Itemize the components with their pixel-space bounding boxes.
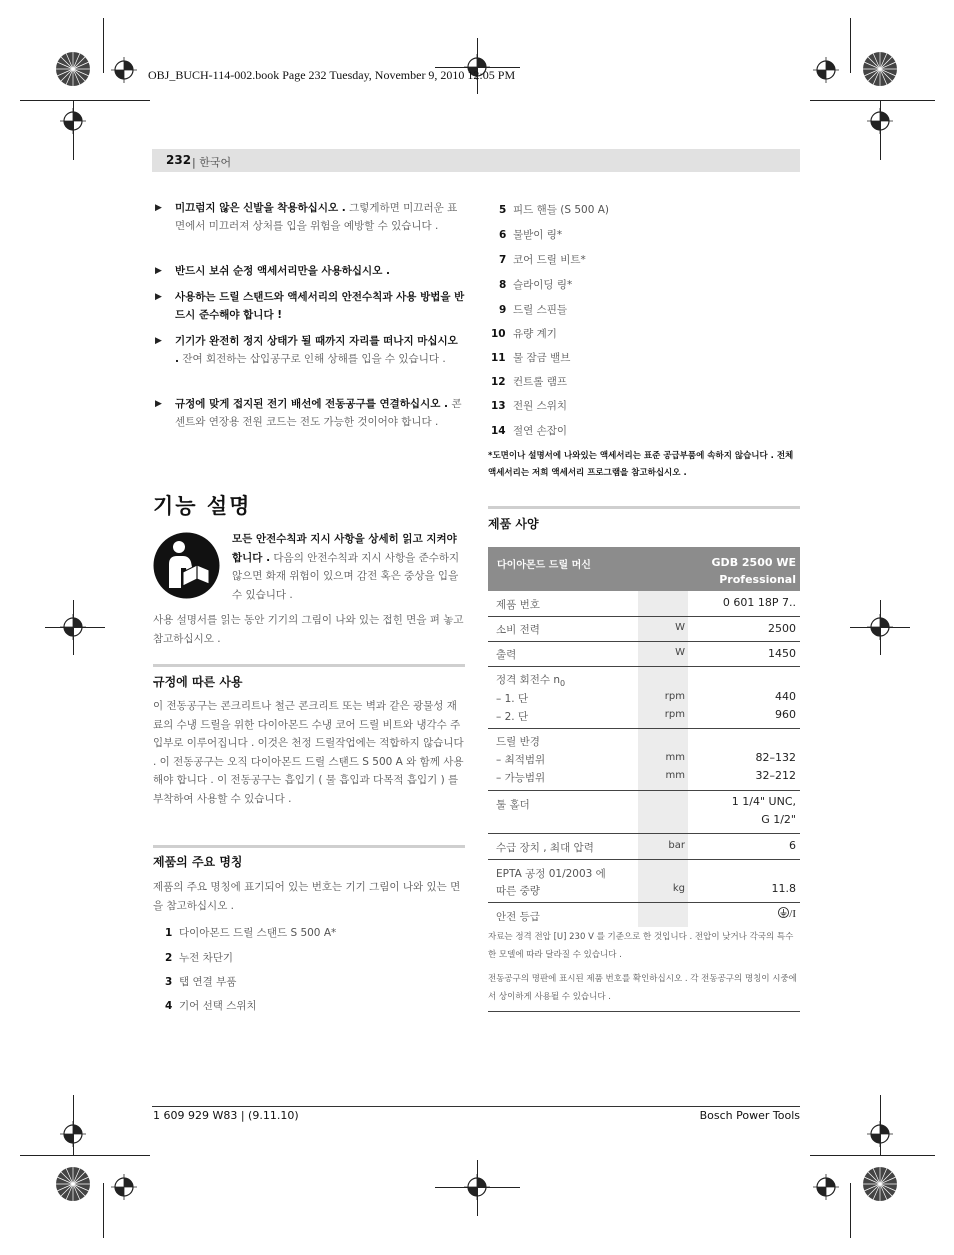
item-label: 물 잠금 밸브 [513, 352, 571, 364]
safety-bullet [155, 332, 465, 368]
table-row [488, 617, 800, 642]
page-number: 232 [166, 153, 192, 167]
list-item [491, 350, 570, 365]
row-label: 안전 등급 [496, 911, 540, 923]
language-text: 한국어 [199, 156, 232, 169]
unit-column [638, 591, 688, 616]
protection-class-icon [778, 907, 789, 918]
item-label: 유량 계기 [513, 328, 557, 340]
row-unit: rpm [664, 709, 685, 720]
row-label [496, 672, 565, 688]
registration-target-icon [60, 614, 86, 640]
crop-mark [20, 100, 150, 101]
bullet-bold-text: 기기가 완전히 정지 상태가 될 때까지 자리를 떠나지 마십시오 . [175, 335, 458, 365]
registration-target-icon [60, 1121, 86, 1147]
safety-warning [232, 530, 466, 604]
row-label: 툴 홀더 [496, 799, 530, 811]
crop-mark [103, 1183, 104, 1238]
section-title: 기능 설명 [153, 494, 252, 518]
row-value: 1450 [768, 647, 796, 660]
footer-doc-number: 1 609 929 W83 | (9.11.10) [153, 1109, 299, 1122]
item-label: 코어 드릴 비트* [513, 254, 586, 266]
spec-note: 자료는 정격 전압 [U] 230 V 를 기준으로 한 것입니다 . 전압이 낮거나 각국의 특수한 모델에 따라 달라질 수 있습니다 . [488, 932, 794, 960]
footer-rule [152, 1106, 800, 1107]
crop-mark [810, 100, 935, 101]
bullet-text: 콘센트와 연장용 전원 코드는 전도 가능한 것이어야 합니다 . [175, 398, 462, 428]
item-label: 슬라이딩 링* [513, 279, 573, 291]
list-item [499, 202, 609, 217]
list-item [165, 974, 236, 989]
item-number: 6 [499, 229, 507, 241]
row-label: 출력 [496, 649, 517, 661]
table-row [488, 642, 800, 667]
row-sublabel: – 1. 단 [496, 693, 529, 705]
list-item [491, 423, 567, 438]
bullet-triangle-icon: ▶ [155, 336, 162, 346]
warning-text: 다음의 안전수칙과 지시 사항을 준수하지 않으면 화재 위험이 있으며 감전 혹은 중상을 입을 수 있습니다 . [232, 551, 460, 601]
row-label: 따른 중량 [496, 885, 540, 897]
registration-target-icon [464, 1174, 490, 1200]
list-item [491, 398, 567, 413]
list-item [499, 252, 586, 267]
bullet-text: 그렇게하면 미끄러운 표면에서 미끄러져 상처를 입을 위험을 예방할 수 있습니다 . [175, 202, 458, 232]
table-row [488, 591, 800, 617]
crop-mark [850, 1183, 851, 1238]
read-manual-icon [153, 532, 220, 599]
row-value [778, 907, 796, 920]
row-label: 소비 전력 [496, 624, 540, 636]
item-label: 누전 차단기 [179, 952, 234, 964]
row-value: 1 1/4" UNC, [731, 795, 796, 808]
item-number: 5 [499, 204, 507, 216]
manual-note: 사용 설명서를 읽는 동안 기기의 그림이 나와 있는 접힌 면을 펴 놓고 참고하십시오 . [153, 614, 464, 645]
bullet-bold-text: 규정에 맞게 접지된 전기 배선에 전동공구를 연결하십시오 . [175, 398, 449, 410]
registration-target-icon [111, 57, 137, 83]
item-number: 7 [499, 254, 507, 266]
starburst-icon [55, 51, 91, 87]
section-rule [488, 1011, 800, 1012]
item-label: 절연 손잡이 [513, 425, 568, 437]
protection-class-text: /I [789, 908, 796, 920]
row-sublabel: – 최적범위 [496, 754, 546, 766]
registration-target-icon [867, 108, 893, 134]
model-name: GDB 2500 WE [711, 556, 796, 569]
crop-mark [20, 1155, 150, 1156]
page-header [152, 149, 800, 172]
bullet-bold-text: 반드시 보쉬 순정 액세서리만을 사용하십시오 . [175, 265, 390, 277]
table-row [488, 834, 800, 860]
header-separator: | [192, 156, 196, 169]
item-label: 물받이 링* [513, 229, 563, 241]
file-info: OBJ_BUCH-114-002.book Page 232 Tuesday, November 9, 2010 12:05 PM [148, 68, 516, 82]
specs-heading: 제품 사양 [488, 517, 539, 531]
row-value: 2500 [768, 622, 796, 635]
safety-bullet [155, 395, 465, 431]
crop-mark [103, 18, 104, 73]
list-item [499, 277, 572, 292]
registration-target-icon [813, 57, 839, 83]
spec-note: 전동공구의 명판에 표시된 제품 번호를 확인하십시오 . 각 전동공구의 명칭이 시중에서 상이하게 사용될 수 있습니다 . [488, 974, 797, 1002]
row-value: 0 601 18P 7.. [722, 596, 796, 609]
table-row [488, 729, 800, 791]
row-label-text: 정격 회전수 n [496, 674, 561, 686]
unit-column [638, 791, 688, 833]
row-sublabel: – 가능범위 [496, 772, 546, 784]
row-value: 11.8 [771, 882, 796, 895]
bullet-triangle-icon: ▶ [155, 292, 162, 302]
item-label: 탭 연결 부품 [179, 976, 237, 988]
language-label [192, 154, 231, 170]
row-unit: mm [665, 770, 685, 781]
item-number: 4 [165, 1000, 173, 1012]
row-sublabel: – 2. 단 [496, 711, 529, 723]
starburst-icon [55, 1166, 91, 1202]
registration-target-icon [111, 1174, 137, 1200]
unit-column [638, 860, 688, 902]
specs-table-header [488, 547, 800, 591]
item-number: 1 [165, 927, 173, 939]
row-value: 440 [775, 690, 796, 703]
item-number: 10 [491, 328, 506, 340]
safety-bullet [155, 199, 465, 235]
item-label: 컨트롤 램프 [513, 376, 568, 388]
row-value: G 1/2" [761, 813, 796, 826]
header-model [712, 554, 796, 588]
components-heading: 제품의 주요 명칭 [153, 855, 243, 869]
row-unit: mm [665, 752, 685, 763]
list-item [499, 227, 562, 242]
crop-mark [810, 1155, 935, 1156]
list-item [491, 374, 567, 389]
section-rule [153, 845, 465, 848]
item-number: 13 [491, 400, 506, 412]
safety-bullet [155, 288, 465, 324]
table-row [488, 903, 800, 927]
row-unit: W [675, 622, 685, 633]
list-item [165, 925, 336, 940]
bullet-triangle-icon: ▶ [155, 399, 162, 409]
item-number: 12 [491, 376, 506, 388]
bullet-text: 잔여 회전하는 삽입공구로 인해 상해를 입을 수 있습니다 . [179, 353, 446, 365]
item-label: 전원 스위치 [513, 400, 568, 412]
row-unit: bar [668, 840, 685, 851]
row-label: 드릴 반경 [496, 736, 540, 748]
model-line: Professional [719, 573, 796, 586]
specs-notes [488, 928, 800, 1012]
intended-use-heading: 규정에 따른 사용 [153, 675, 243, 689]
intended-use-text: 이 전동공구는 콘크리트나 철근 콘크리트 또는 벽과 같은 광물성 재료의 수냉 드릴을 위한 다이아몬드 수냉 코어 드릴 비트와 냉각수 주입부로 이루어집니다 . 이것은 천정 드릴작업에는 적합하지 않습니다 . 이 전동공구는 오직 다이아몬드 드릴 스탠드 S 500 A 와 함께 사용해야 합니다 . 이 전동공구는 흡입기 ( 물 흡입과 다목적 흡입기 ) 를 부착하여 사용할 수 있습니다 . [153, 700, 464, 805]
list-item [491, 326, 557, 341]
list-item [165, 950, 233, 965]
header-product-type: 다이아몬드 드릴 머신 [497, 560, 591, 571]
table-row [488, 667, 800, 729]
row-label: 수급 장치 , 최대 압력 [496, 842, 594, 854]
bullet-triangle-icon: ▶ [155, 266, 162, 276]
starburst-icon [862, 51, 898, 87]
bullet-triangle-icon: ▶ [155, 203, 162, 213]
registration-target-icon [867, 614, 893, 640]
item-number: 3 [165, 976, 173, 988]
item-number: 14 [491, 425, 506, 437]
components-intro: 제품의 주요 명칭에 표기되어 있는 번호는 기기 그림이 나와 있는 면을 참고하십시오 . [153, 881, 461, 912]
row-label: 제품 번호 [496, 599, 540, 611]
item-label: 기어 선택 스위치 [179, 1000, 257, 1012]
item-number: 8 [499, 279, 507, 291]
row-label-subscript: 0 [560, 679, 566, 689]
registration-target-icon [813, 1174, 839, 1200]
registration-target-icon [867, 1121, 893, 1147]
item-label: 다이아몬드 드릴 스탠드 S 500 A* [179, 927, 337, 939]
row-label: EPTA 공정 01/2003 에 [496, 868, 606, 880]
list-item [499, 302, 567, 317]
row-value: 960 [775, 708, 796, 721]
item-label: 드릴 스핀들 [513, 304, 568, 316]
row-value: 6 [789, 839, 796, 852]
table-row [488, 791, 800, 834]
bullet-bold-text: 사용하는 드릴 스탠드와 액세서리의 안전수칙과 사용 방법을 반드시 준수해야 합니다 ! [175, 291, 465, 321]
row-unit: kg [672, 883, 685, 894]
footer-brand: Bosch Power Tools [699, 1109, 800, 1122]
specs-table [488, 547, 800, 927]
list-item [165, 998, 257, 1013]
starburst-icon [862, 1166, 898, 1202]
registration-target-icon [60, 108, 86, 134]
crop-mark [850, 18, 851, 73]
item-label: 피드 핸들 (S 500 A) [513, 204, 610, 216]
row-value: 82–132 [755, 751, 796, 764]
table-row [488, 860, 800, 903]
row-value: 32–212 [755, 769, 796, 782]
section-rule [153, 664, 465, 667]
accessories-footnote: *도면이나 설명서에 나와있는 액세서리는 표준 공급부품에 속하지 않습니다 . 전체 액세서리는 저희 액세서리 프로그램을 참고하십시오 . [488, 451, 794, 478]
row-unit: rpm [664, 691, 685, 702]
item-number: 11 [491, 352, 506, 364]
unit-column [638, 903, 688, 927]
safety-bullet [155, 262, 465, 280]
item-number: 9 [499, 304, 507, 316]
item-number: 2 [165, 952, 173, 964]
row-unit: W [675, 647, 685, 658]
warning-bold-text: 모든 안전수칙과 지시 사항을 상세히 읽고 지켜야 합니다 . [232, 533, 457, 564]
section-rule [488, 506, 800, 509]
bullet-bold-text: 미끄럼지 않은 신발을 착용하십시오 . [175, 202, 346, 214]
